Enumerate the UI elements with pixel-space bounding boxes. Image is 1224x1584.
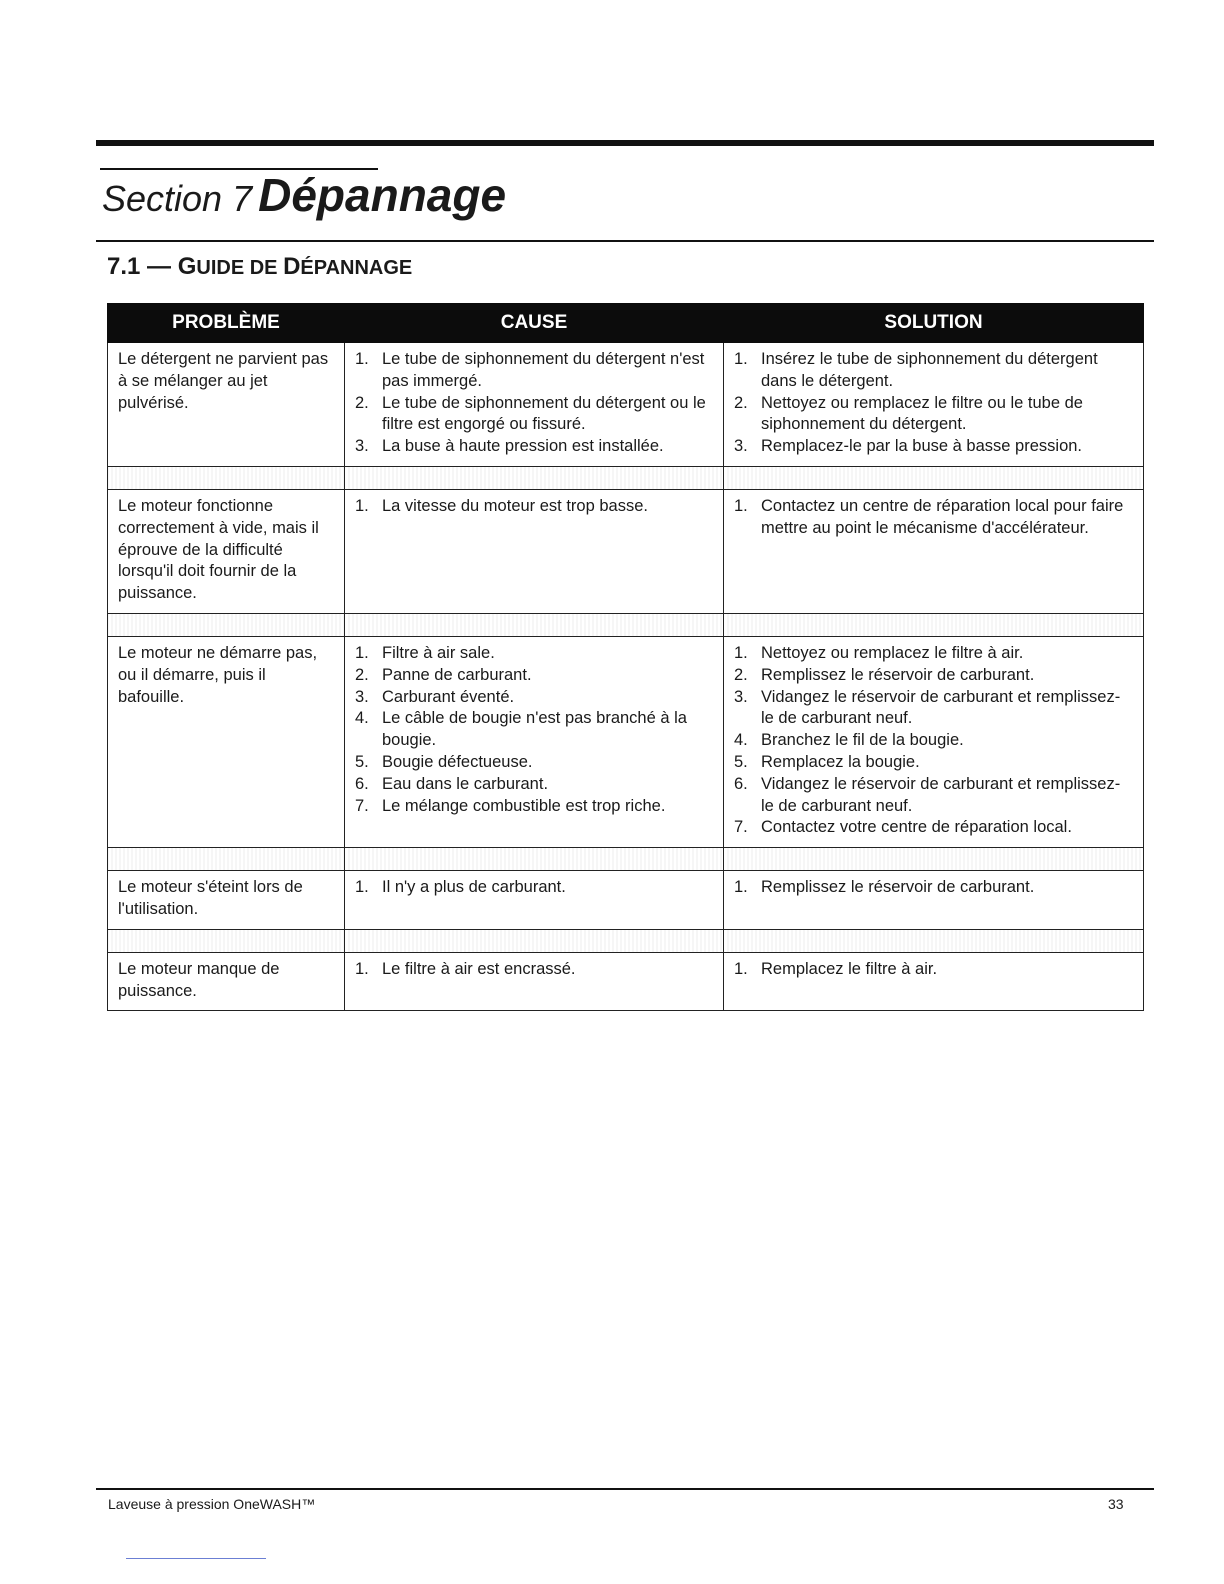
- cause-item-number: 2.: [355, 393, 369, 412]
- table-row: [108, 343, 1144, 467]
- solution-item-number: 6.: [734, 774, 748, 793]
- cause-cell: [345, 871, 724, 930]
- solution-item-number: 4.: [734, 731, 748, 750]
- solution-list: [734, 643, 1133, 839]
- header-cause: CAUSE: [345, 304, 724, 343]
- cause-item: [355, 774, 713, 796]
- cause-item-text: Le tube de siphonnement du détergent n'est pas immergé.: [382, 350, 705, 390]
- table-row: [108, 636, 1144, 847]
- cause-list: [355, 496, 713, 518]
- solution-item-text: Remplissez le réservoir de carburant.: [761, 665, 1035, 684]
- subsection-title-part1: UIDE DE: [196, 257, 284, 279]
- section-label: Section 7: [102, 178, 253, 219]
- subsection-title: [107, 253, 412, 281]
- table-spacer-row: [108, 466, 1144, 489]
- troubleshooting-table: [107, 303, 1144, 1011]
- footer-rule: [96, 1488, 1154, 1490]
- solution-item-number: 2.: [734, 665, 748, 684]
- cause-item-text: La buse à haute pression est installée.: [382, 437, 664, 456]
- cause-cell: [345, 489, 724, 613]
- solution-item-number: 1.: [734, 496, 748, 515]
- solution-item-text: Contactez votre centre de réparation local.: [761, 818, 1072, 837]
- cause-item: [355, 393, 713, 437]
- problem-cell: Le détergent ne parvient pas à se mélanger au jet pulvérisé.: [108, 343, 345, 467]
- cause-item-text: Il n'y a plus de carburant.: [382, 878, 566, 897]
- solution-item-text: Nettoyez ou remplacez le filtre ou le tube de siphonnement du détergent.: [761, 393, 1083, 434]
- section-name: Dépannage: [258, 169, 507, 221]
- problem-cell: Le moteur manque de puissance.: [108, 952, 345, 1011]
- cause-item-number: 3.: [355, 437, 369, 456]
- solution-item-text: Vidangez le réservoir de carburant et remplissez-le de carburant neuf.: [761, 774, 1121, 815]
- solution-cell: [724, 636, 1144, 847]
- cause-item-text: Le filtre à air est encrassé.: [382, 959, 576, 978]
- cause-item-number: 1.: [355, 350, 369, 368]
- cause-item: [355, 708, 713, 752]
- solution-cell: [724, 952, 1144, 1011]
- bottom-decorative-line: [126, 1558, 266, 1559]
- spacer-cell: [724, 613, 1144, 636]
- cause-item-number: 1.: [355, 496, 369, 515]
- cause-cell: [345, 636, 724, 847]
- spacer-cell: [724, 466, 1144, 489]
- solution-cell: [724, 871, 1144, 930]
- solution-item-number: 1.: [734, 959, 748, 978]
- table-spacer-row: [108, 848, 1144, 871]
- solution-list: [734, 496, 1133, 540]
- cause-item: [355, 496, 713, 518]
- solution-item: [734, 665, 1133, 687]
- spacer-cell: [108, 613, 345, 636]
- table-row: [108, 871, 1144, 930]
- solution-item: [734, 752, 1133, 774]
- solution-item-number: 7.: [734, 818, 748, 837]
- cause-item: [355, 796, 713, 818]
- solution-list: [734, 959, 1133, 981]
- solution-item: [734, 643, 1133, 665]
- subsection-title-initial-d: D: [283, 253, 301, 280]
- solution-item-text: Remplacez la bougie.: [761, 752, 920, 771]
- cause-item-text: Filtre à air sale.: [382, 643, 495, 662]
- solution-item-text: Remplissez le réservoir de carburant.: [761, 878, 1035, 897]
- cause-item-number: 3.: [355, 687, 369, 706]
- spacer-cell: [345, 613, 724, 636]
- spacer-cell: [108, 466, 345, 489]
- cause-item-number: 2.: [355, 665, 369, 684]
- header-problem: PROBLÈME: [108, 304, 345, 343]
- solution-item-text: Insérez le tube de siphonnement du détergent dans le détergent.: [761, 350, 1098, 390]
- solution-item: [734, 496, 1133, 540]
- solution-item: [734, 730, 1133, 752]
- cause-item: [355, 665, 713, 687]
- subsection-title-initial-g: G: [177, 253, 197, 280]
- cause-item-number: 1.: [355, 643, 369, 662]
- solution-item: [734, 349, 1133, 393]
- table-spacer-row: [108, 929, 1144, 952]
- cause-item-text: Le câble de bougie n'est pas branché à la bougie.: [382, 709, 687, 750]
- cause-list: [355, 349, 713, 458]
- cause-item: [355, 643, 713, 665]
- solution-item-number: 1.: [734, 878, 748, 897]
- cause-item-text: La vitesse du moteur est trop basse.: [382, 496, 648, 515]
- cause-item-number: 1.: [355, 878, 369, 897]
- solution-item-number: 1.: [734, 350, 748, 368]
- footer-product-name: Laveuse à pression OneWASH™: [108, 1496, 316, 1512]
- solution-cell: [724, 489, 1144, 613]
- cause-item: [355, 436, 713, 458]
- spacer-cell: [345, 929, 724, 952]
- solution-item: [734, 959, 1133, 981]
- top-rule: [96, 140, 1154, 146]
- cause-item: [355, 877, 713, 899]
- solution-item-text: Vidangez le réservoir de carburant et remplissez-le de carburant neuf.: [761, 687, 1121, 728]
- section-title: [102, 168, 506, 222]
- spacer-cell: [345, 848, 724, 871]
- cause-item-text: Carburant éventé.: [382, 687, 515, 706]
- cause-list: [355, 877, 713, 899]
- solution-item: [734, 877, 1133, 899]
- cause-cell: [345, 343, 724, 467]
- problem-cell: Le moteur s'éteint lors de l'utilisation.: [108, 871, 345, 930]
- solution-item-text: Remplacez le filtre à air.: [761, 959, 938, 978]
- table-header-row: [108, 304, 1144, 343]
- cause-item-number: 7.: [355, 796, 369, 815]
- cause-item-text: Le mélange combustible est trop riche.: [382, 796, 666, 815]
- cause-item: [355, 959, 713, 981]
- solution-item-text: Nettoyez ou remplacez le filtre à air.: [761, 643, 1024, 662]
- problem-cell: Le moteur fonctionne correctement à vide, mais il éprouve de la difficulté lorsqu'il doit fournir de la puissance.: [108, 489, 345, 613]
- spacer-cell: [108, 929, 345, 952]
- solution-item-text: Branchez le fil de la bougie.: [761, 731, 964, 750]
- solution-item-text: Remplacez-le par la buse à basse pression.: [761, 437, 1083, 456]
- cause-cell: [345, 952, 724, 1011]
- cause-item: [355, 349, 713, 393]
- solution-item-number: 1.: [734, 643, 748, 662]
- cause-item-text: Bougie défectueuse.: [382, 752, 533, 771]
- subsection-title-part2: ÉPANNAGE: [300, 257, 413, 279]
- solution-list: [734, 877, 1133, 899]
- cause-item-text: Eau dans le carburant.: [382, 774, 549, 793]
- solution-item-text: Contactez un centre de réparation local pour faire mettre au point le mécanisme d'accélérateur.: [761, 496, 1124, 537]
- page-number: 33: [1108, 1496, 1124, 1512]
- spacer-cell: [724, 848, 1144, 871]
- solution-item: [734, 774, 1133, 818]
- problem-cell: Le moteur ne démarre pas, ou il démarre, puis il bafouille.: [108, 636, 345, 847]
- table-row: [108, 952, 1144, 1011]
- cause-item: [355, 752, 713, 774]
- solution-item: [734, 687, 1133, 731]
- solution-item-number: 2.: [734, 393, 748, 412]
- spacer-cell: [345, 466, 724, 489]
- solution-item: [734, 817, 1133, 839]
- header-solution: SOLUTION: [724, 304, 1144, 343]
- table-spacer-row: [108, 613, 1144, 636]
- solution-cell: [724, 343, 1144, 467]
- solution-list: [734, 349, 1133, 458]
- solution-item: [734, 393, 1133, 437]
- cause-item-number: 4.: [355, 709, 369, 728]
- table-row: [108, 489, 1144, 613]
- cause-item-number: 5.: [355, 752, 369, 771]
- cause-item: [355, 687, 713, 709]
- solution-item-number: 3.: [734, 437, 748, 456]
- spacer-cell: [724, 929, 1144, 952]
- spacer-cell: [108, 848, 345, 871]
- solution-item-number: 3.: [734, 687, 748, 706]
- cause-item-text: Panne de carburant.: [382, 665, 532, 684]
- title-underline: [96, 240, 1154, 242]
- cause-list: [355, 643, 713, 817]
- cause-item-text: Le tube de siphonnement du détergent ou le filtre est engorgé ou fissuré.: [382, 393, 706, 434]
- cause-item-number: 6.: [355, 774, 369, 793]
- solution-item: [734, 436, 1133, 458]
- solution-item-number: 5.: [734, 752, 748, 771]
- cause-item-number: 1.: [355, 959, 369, 978]
- subsection-number: 7.1 —: [107, 253, 172, 280]
- cause-list: [355, 959, 713, 981]
